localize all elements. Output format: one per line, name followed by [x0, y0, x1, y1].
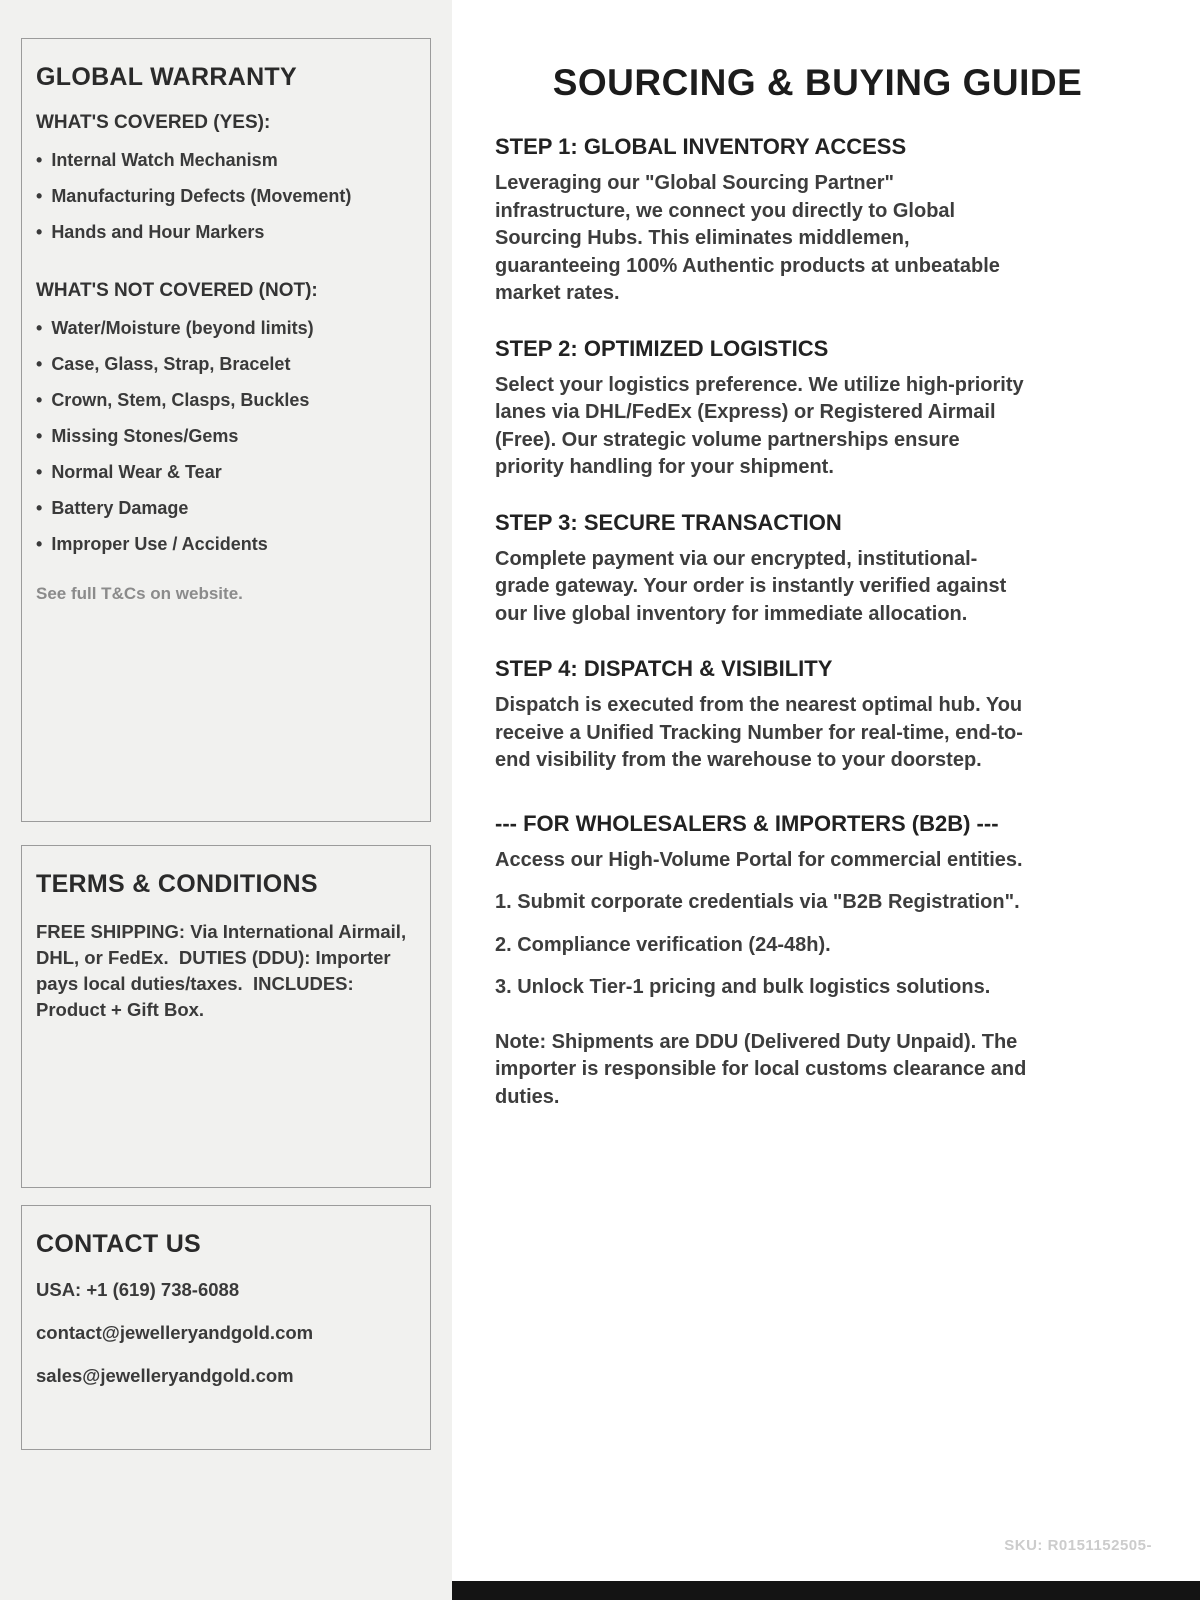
warranty-box	[21, 38, 431, 822]
terms-title: TERMS & CONDITIONS	[36, 870, 318, 898]
contact-email-primary: contact@jewelleryandgold.com	[36, 1322, 314, 1343]
step-1-section	[495, 134, 1160, 308]
b2b-item: 2. Compliance verification (24-48h).	[495, 933, 831, 956]
sku-label: SKU: R0151152505-	[1004, 1537, 1152, 1554]
sidebar	[0, 0, 452, 1600]
not-covered-heading: WHAT'S NOT COVERED (NOT):	[36, 280, 318, 301]
step-4-body: Dispatch is executed from the nearest optimal hub. You receive a Unified Tracking Number for real-time, end-to-end visibility from the warehouse to your doorstep.	[495, 694, 1023, 771]
list-item: • Improper Use / Accidents	[36, 534, 416, 554]
b2b-intro: Access our High-Volume Portal for commercial entities.	[495, 848, 1023, 871]
step-3-section	[495, 510, 1160, 629]
covered-heading: WHAT'S COVERED (YES):	[36, 112, 271, 133]
list-item: • Water/Moisture (beyond limits)	[36, 318, 416, 338]
step-2-body: Select your logistics preference. We utilize high-priority lanes via DHL/FedEx (Express) or Registered Airmail (Free). Our strategic volume partnerships ensure priority handling for your shipment.	[495, 373, 1024, 478]
b2b-note: Note: Shipments are DDU (Delivered Duty Unpaid). The importer is responsible for local customs clearance and duties.	[495, 1030, 1027, 1108]
list-item: • Manufacturing Defects (Movement)	[36, 186, 416, 206]
covered-list	[36, 150, 416, 242]
step-1-body: Leveraging our "Global Sourcing Partner" infrastructure, we connect you directly to Global Sourcing Hubs. This eliminates middlemen, guaranteeing 100% Authentic products at unbeatable market rates.	[495, 172, 1000, 304]
list-item: • Crown, Stem, Clasps, Buckles	[36, 390, 416, 410]
contact-box	[21, 1205, 431, 1450]
step-3-heading: STEP 3: SECURE TRANSACTION	[495, 509, 842, 535]
contact-title: CONTACT US	[36, 1230, 202, 1258]
b2b-item: 1. Submit corporate credentials via "B2B Registration".	[495, 891, 1020, 913]
step-1-heading: STEP 1: GLOBAL INVENTORY ACCESS	[495, 134, 907, 159]
terms-box	[21, 845, 431, 1188]
step-3-body: Complete payment via our encrypted, institutional-grade gateway. Your order is instantly verified against our live global inventory for immediate allocation.	[495, 547, 1007, 625]
b2b-section	[495, 811, 1160, 1112]
warranty-title: GLOBAL WARRANTY	[36, 63, 297, 91]
b2b-item: 3. Unlock Tier-1 pricing and bulk logistics solutions.	[495, 976, 991, 998]
list-item: • Battery Damage	[36, 498, 416, 518]
terms-body: FREE SHIPPING: Via International Airmail, DHL, or FedEx. DUTIES (DDU): Importer pays local duties/taxes. INCLUDES: Product + Gift Box.	[36, 921, 412, 1020]
step-2-heading: STEP 2: OPTIMIZED LOGISTICS	[495, 335, 829, 361]
step-2-section	[495, 336, 1160, 482]
main-content	[452, 0, 1200, 1600]
page-title: SOURCING & BUYING GUIDE	[552, 62, 1083, 103]
not-covered-list	[36, 318, 416, 554]
contact-email-sales: sales@jewelleryandgold.com	[36, 1365, 294, 1386]
b2b-heading: --- FOR WHOLESALERS & IMPORTERS (B2B) ---	[495, 810, 999, 836]
step-4-section	[495, 656, 1160, 775]
step-4-heading: STEP 4: DISPATCH & VISIBILITY	[495, 656, 833, 681]
warranty-footnote: See full T&Cs on website.	[36, 584, 243, 603]
list-item: • Internal Watch Mechanism	[36, 150, 416, 170]
list-item: • Hands and Hour Markers	[36, 222, 416, 242]
list-item: • Missing Stones/Gems	[36, 426, 416, 446]
bottom-bar-divider	[452, 1581, 1200, 1600]
list-item: • Case, Glass, Strap, Bracelet	[36, 354, 416, 374]
list-item: • Normal Wear & Tear	[36, 462, 416, 482]
contact-phone: USA: +1 (619) 738-6088	[36, 1279, 240, 1300]
